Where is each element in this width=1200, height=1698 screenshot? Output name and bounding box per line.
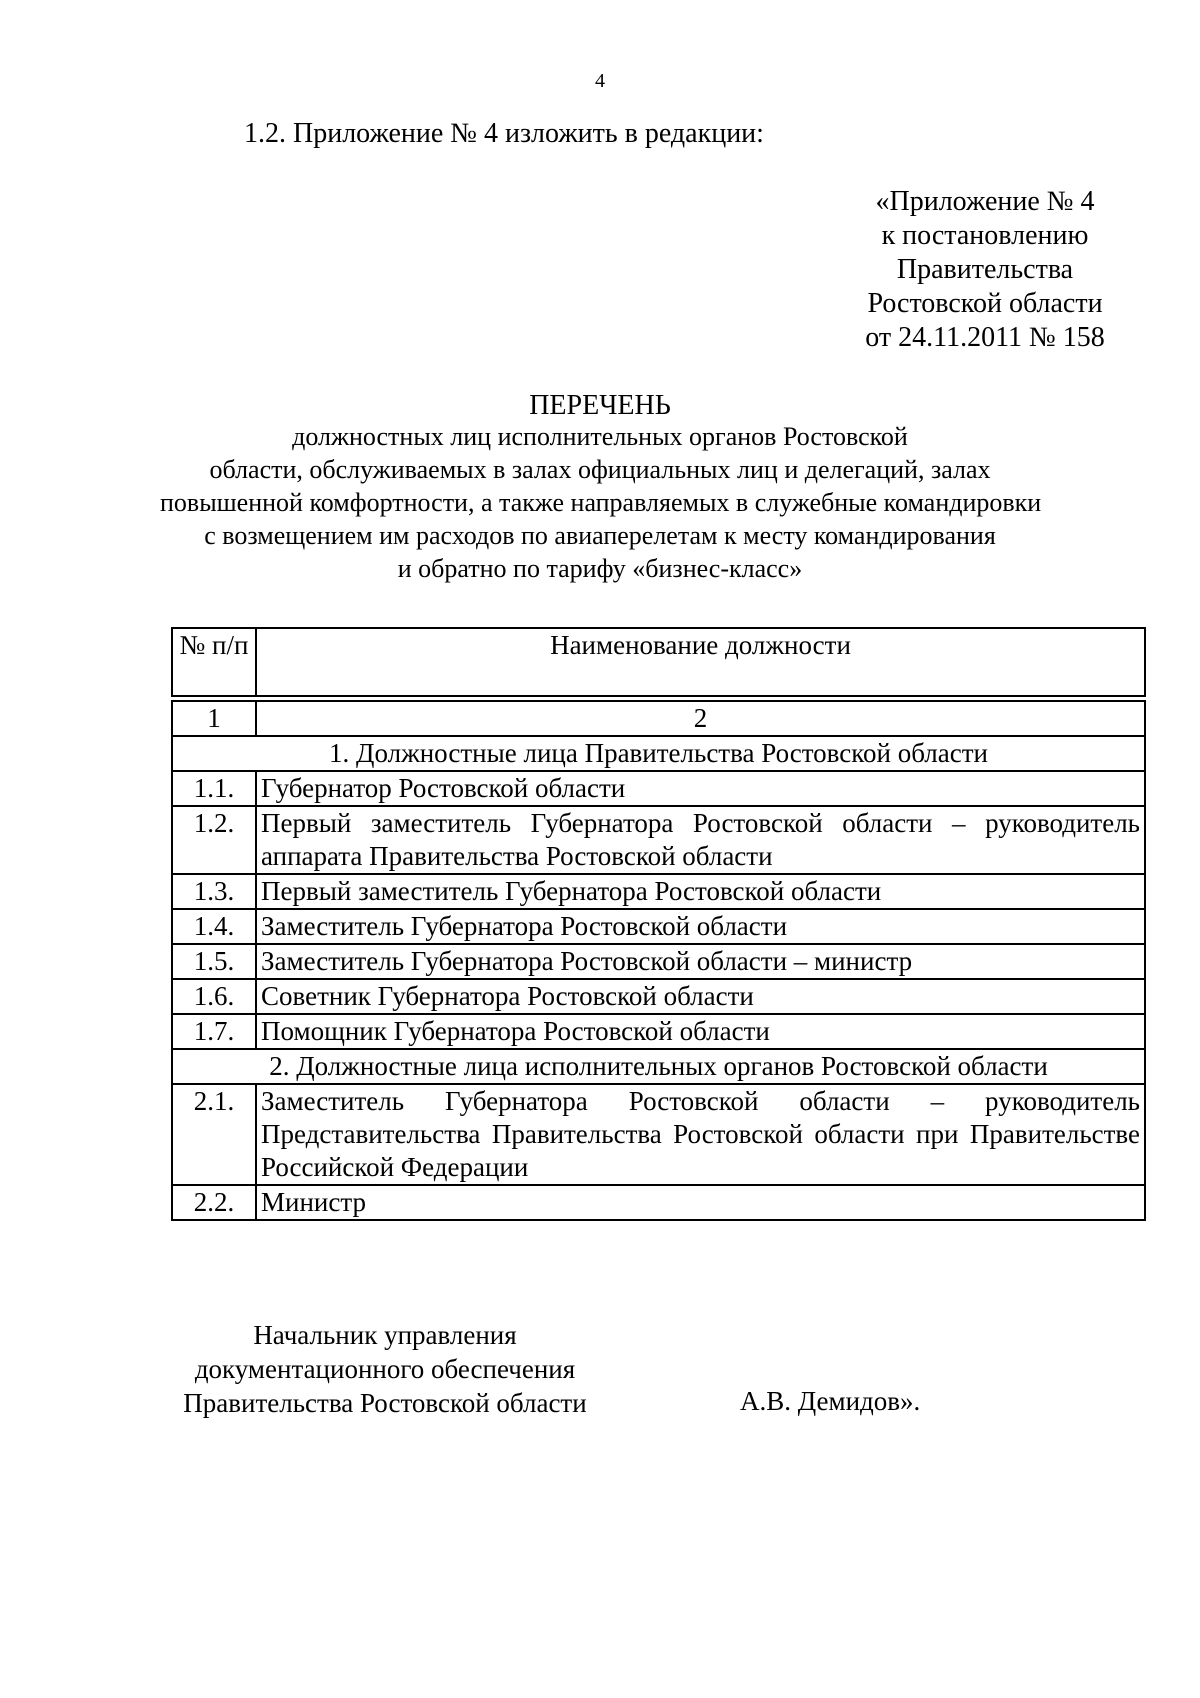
row-position: Советник Губернатора Ростовской области — [256, 979, 1145, 1014]
row-number: 2.1. — [172, 1084, 256, 1185]
approval-line: от 24.11.2011 № 158 — [865, 322, 1105, 353]
table-row — [172, 909, 1145, 944]
approval-block — [800, 185, 1170, 355]
row-position: Заместитель Губернатора Ростовской области – руководитель Представительства Правительства Ростовской области при Правительстве Российской Федерации — [256, 1084, 1145, 1185]
subtitle-line: области, обслуживаемых в залах официальных лиц и делегаций, залах — [209, 455, 991, 484]
section-title: 1. Должностные лица Правительства Ростовской области — [172, 736, 1145, 771]
positions-table — [171, 627, 1146, 1221]
row-position: Первый заместитель Губернатора Ростовской области — [256, 874, 1145, 909]
signature-name: А.В. Демидов». — [740, 1386, 921, 1416]
row-number: 1.5. — [172, 944, 256, 979]
table-header-row — [172, 628, 1145, 696]
row-number: 1.4. — [172, 909, 256, 944]
subtitle-line: с возмещением им расходов по авиаперелетам к месту командирования — [204, 521, 996, 550]
row-position: Министр — [256, 1185, 1145, 1220]
signature-title-line: Начальник управления — [253, 1320, 517, 1350]
subtitle-line: должностных лиц исполнительных органов Ростовской — [292, 422, 908, 451]
table-row — [172, 874, 1145, 909]
approval-line: «Приложение № 4 — [875, 186, 1095, 217]
section-row — [172, 1049, 1145, 1084]
subtitle-line: и обратно по тарифу «бизнес-класс» — [397, 554, 803, 583]
row-number: 1.7. — [172, 1014, 256, 1049]
row-position: Заместитель Губернатора Ростовской области – министр — [256, 944, 1145, 979]
column-number: 1 — [172, 701, 256, 736]
row-position: Губернатор Ростовской области — [256, 771, 1145, 806]
row-number: 1.2. — [172, 806, 256, 874]
row-number: 1.3. — [172, 874, 256, 909]
table-row — [172, 771, 1145, 806]
signature-title-line: документационного обеспечения — [194, 1354, 576, 1384]
row-position: Заместитель Губернатора Ростовской области — [256, 909, 1145, 944]
document-title: ПЕРЕЧЕНЬ — [529, 390, 671, 421]
header-num: № п/п — [172, 628, 256, 696]
page-number: 4 — [595, 70, 605, 92]
signature-title — [170, 1318, 600, 1420]
section-row — [172, 736, 1145, 771]
table-row — [172, 806, 1145, 874]
document-subtitle — [160, 420, 1040, 585]
column-numbers-row — [172, 701, 1145, 736]
subtitle-line: повышенной комфортности, а также направляемых в служебные командировки — [160, 488, 1042, 517]
header-name: Наименование должности — [256, 628, 1145, 696]
section-title: 2. Должностные лица исполнительных органов Ростовской области — [172, 1049, 1145, 1084]
row-number: 1.6. — [172, 979, 256, 1014]
table-row — [172, 1014, 1145, 1049]
row-position: Помощник Губернатора Ростовской области — [256, 1014, 1145, 1049]
approval-line: к постановлению — [881, 220, 1089, 251]
row-number: 1.1. — [172, 771, 256, 806]
intro-paragraph: 1.2. Приложение № 4 изложить в редакции: — [244, 118, 764, 149]
table-row — [172, 1185, 1145, 1220]
table-row — [172, 944, 1145, 979]
row-position: Первый заместитель Губернатора Ростовской области – руководитель аппарата Правительства Ростовской области — [256, 806, 1145, 874]
approval-line: Правительства — [896, 254, 1074, 285]
table-row — [172, 979, 1145, 1014]
approval-line: Ростовской области — [867, 288, 1103, 319]
row-number: 2.2. — [172, 1185, 256, 1220]
signature-title-line: Правительства Ростовской области — [183, 1388, 587, 1418]
column-number: 2 — [256, 701, 1145, 736]
table-row — [172, 1084, 1145, 1185]
